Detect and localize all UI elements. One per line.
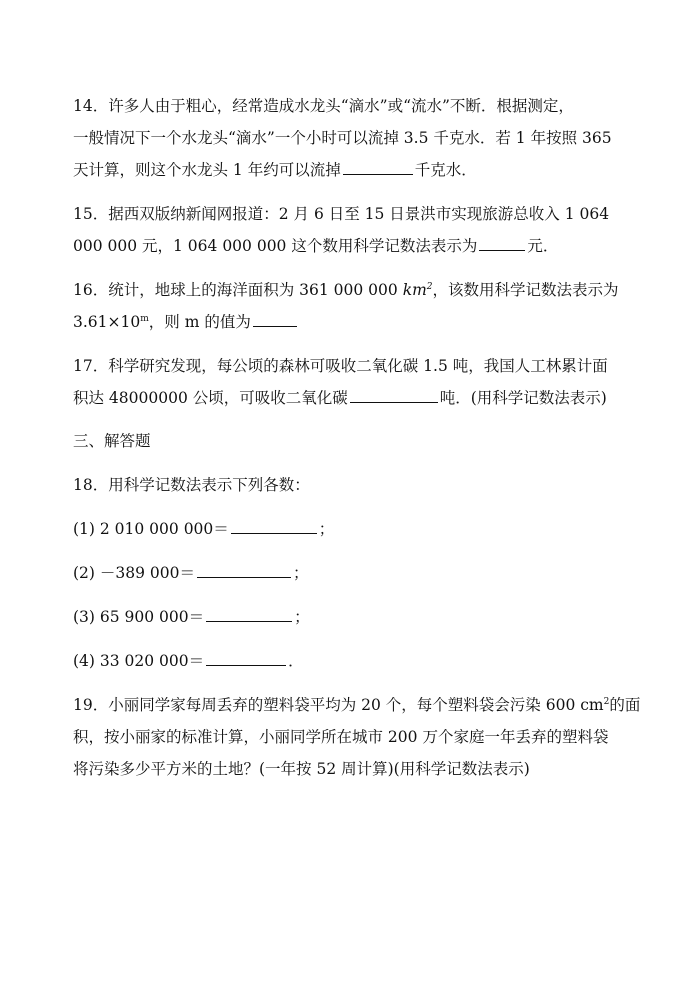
q17-line2-tail: 吨．(用科学记数法表示) bbox=[439, 389, 607, 407]
q17-line1: 17．科学研究发现，每公顷的森林可吸收二氧化碳 1.5 吨，我国人工林累计面 bbox=[73, 357, 608, 375]
q19-line3: 将污染多少平方米的土地？(一年按 52 周计算)(用科学记数法表示) bbox=[73, 760, 530, 778]
q19-line1-tail: 的面 bbox=[609, 696, 641, 714]
q14-line3-text: 天计算，则这个水龙头 1 年约可以流掉 bbox=[73, 161, 341, 179]
q18-item-3-blank[interactable] bbox=[206, 607, 292, 622]
q18-item-3 bbox=[73, 607, 633, 627]
q16-exponent: m bbox=[140, 314, 149, 324]
q15-line2-tail: 元． bbox=[527, 237, 559, 255]
q18-item-3-end: ； bbox=[294, 608, 310, 626]
q16-line2 bbox=[73, 312, 633, 332]
q16-line2-tail: ，则 m 的值为 bbox=[148, 313, 251, 331]
q18-item-1-expr: (1) 2 010 000 000＝ bbox=[73, 520, 229, 538]
q18-item-2-blank[interactable] bbox=[197, 563, 291, 578]
q17-line2 bbox=[73, 388, 633, 408]
q18-item-2-expr: (2) －389 000＝ bbox=[73, 564, 195, 582]
q19-line1-text: 19．小丽同学家每周丢弃的塑料袋平均为 20 个，每个塑料袋会污染 600 cm bbox=[73, 696, 604, 714]
q18-item-4 bbox=[73, 651, 633, 671]
q15-line1: 15．据西双版纳新闻网报道：2 月 6 日至 15 日景洪市实现旅游总收入 1 064 bbox=[73, 205, 610, 223]
q16-line1-tail: ，该数用科学记数法表示为 bbox=[432, 281, 619, 299]
q18-item-4-end: ． bbox=[288, 652, 304, 670]
q16-unit bbox=[403, 281, 433, 299]
q17-line2-text: 积达 48000000 公顷，可吸收二氧化碳 bbox=[73, 389, 348, 407]
q16-unit-sup: 2 bbox=[426, 282, 433, 292]
q18-title: 18．用科学记数法表示下列各数： bbox=[73, 476, 310, 494]
q18-item-1 bbox=[73, 519, 633, 539]
q14-line2: 一般情况下一个水龙头“滴水”一个小时可以流掉 3.5 千克水．若 1 年按照 365 bbox=[73, 129, 612, 147]
q18-item-2 bbox=[73, 563, 633, 583]
q18-item-1-blank[interactable] bbox=[231, 519, 317, 534]
section-title: 三、解答题 bbox=[73, 432, 151, 450]
q18-item-3-expr: (3) 65 900 000＝ bbox=[73, 608, 205, 626]
q19-unit-sup: 2 bbox=[603, 697, 610, 707]
q15-line2 bbox=[73, 236, 633, 256]
q14-answer-blank[interactable] bbox=[343, 160, 413, 175]
q18-item-4-blank[interactable] bbox=[206, 651, 286, 666]
q14-line3 bbox=[73, 160, 633, 180]
q17-answer-blank[interactable] bbox=[350, 388, 438, 403]
q16-line1-text: 16．统计，地球上的海洋面积为 361 000 000 bbox=[73, 281, 398, 299]
q15-answer-blank[interactable] bbox=[479, 236, 525, 251]
q14-line1: 14．许多人由于粗心，经常造成水龙头“滴水”或“流水”不断．根据测定， bbox=[73, 97, 574, 115]
q14-line3-tail: 千克水． bbox=[414, 161, 477, 179]
q18-item-1-end: ； bbox=[318, 520, 335, 538]
q16-unit-base: km bbox=[402, 281, 427, 299]
q15-line2-text: 000 000 元，1 064 000 000 这个数用科学记数法表示为 bbox=[73, 237, 478, 255]
q19-line1 bbox=[73, 695, 641, 715]
q18-item-2-end: ； bbox=[292, 564, 309, 582]
q16-line2-text: 3.61×10 bbox=[73, 313, 141, 331]
q16-answer-blank[interactable] bbox=[253, 312, 297, 327]
q19-line2: 积，按小丽家的标准计算，小丽同学所在城市 200 万个家庭一年丢弃的塑料袋 bbox=[73, 728, 609, 746]
q18-item-4-expr: (4) 33 020 000＝ bbox=[73, 652, 205, 670]
q16-line1 bbox=[73, 280, 633, 300]
